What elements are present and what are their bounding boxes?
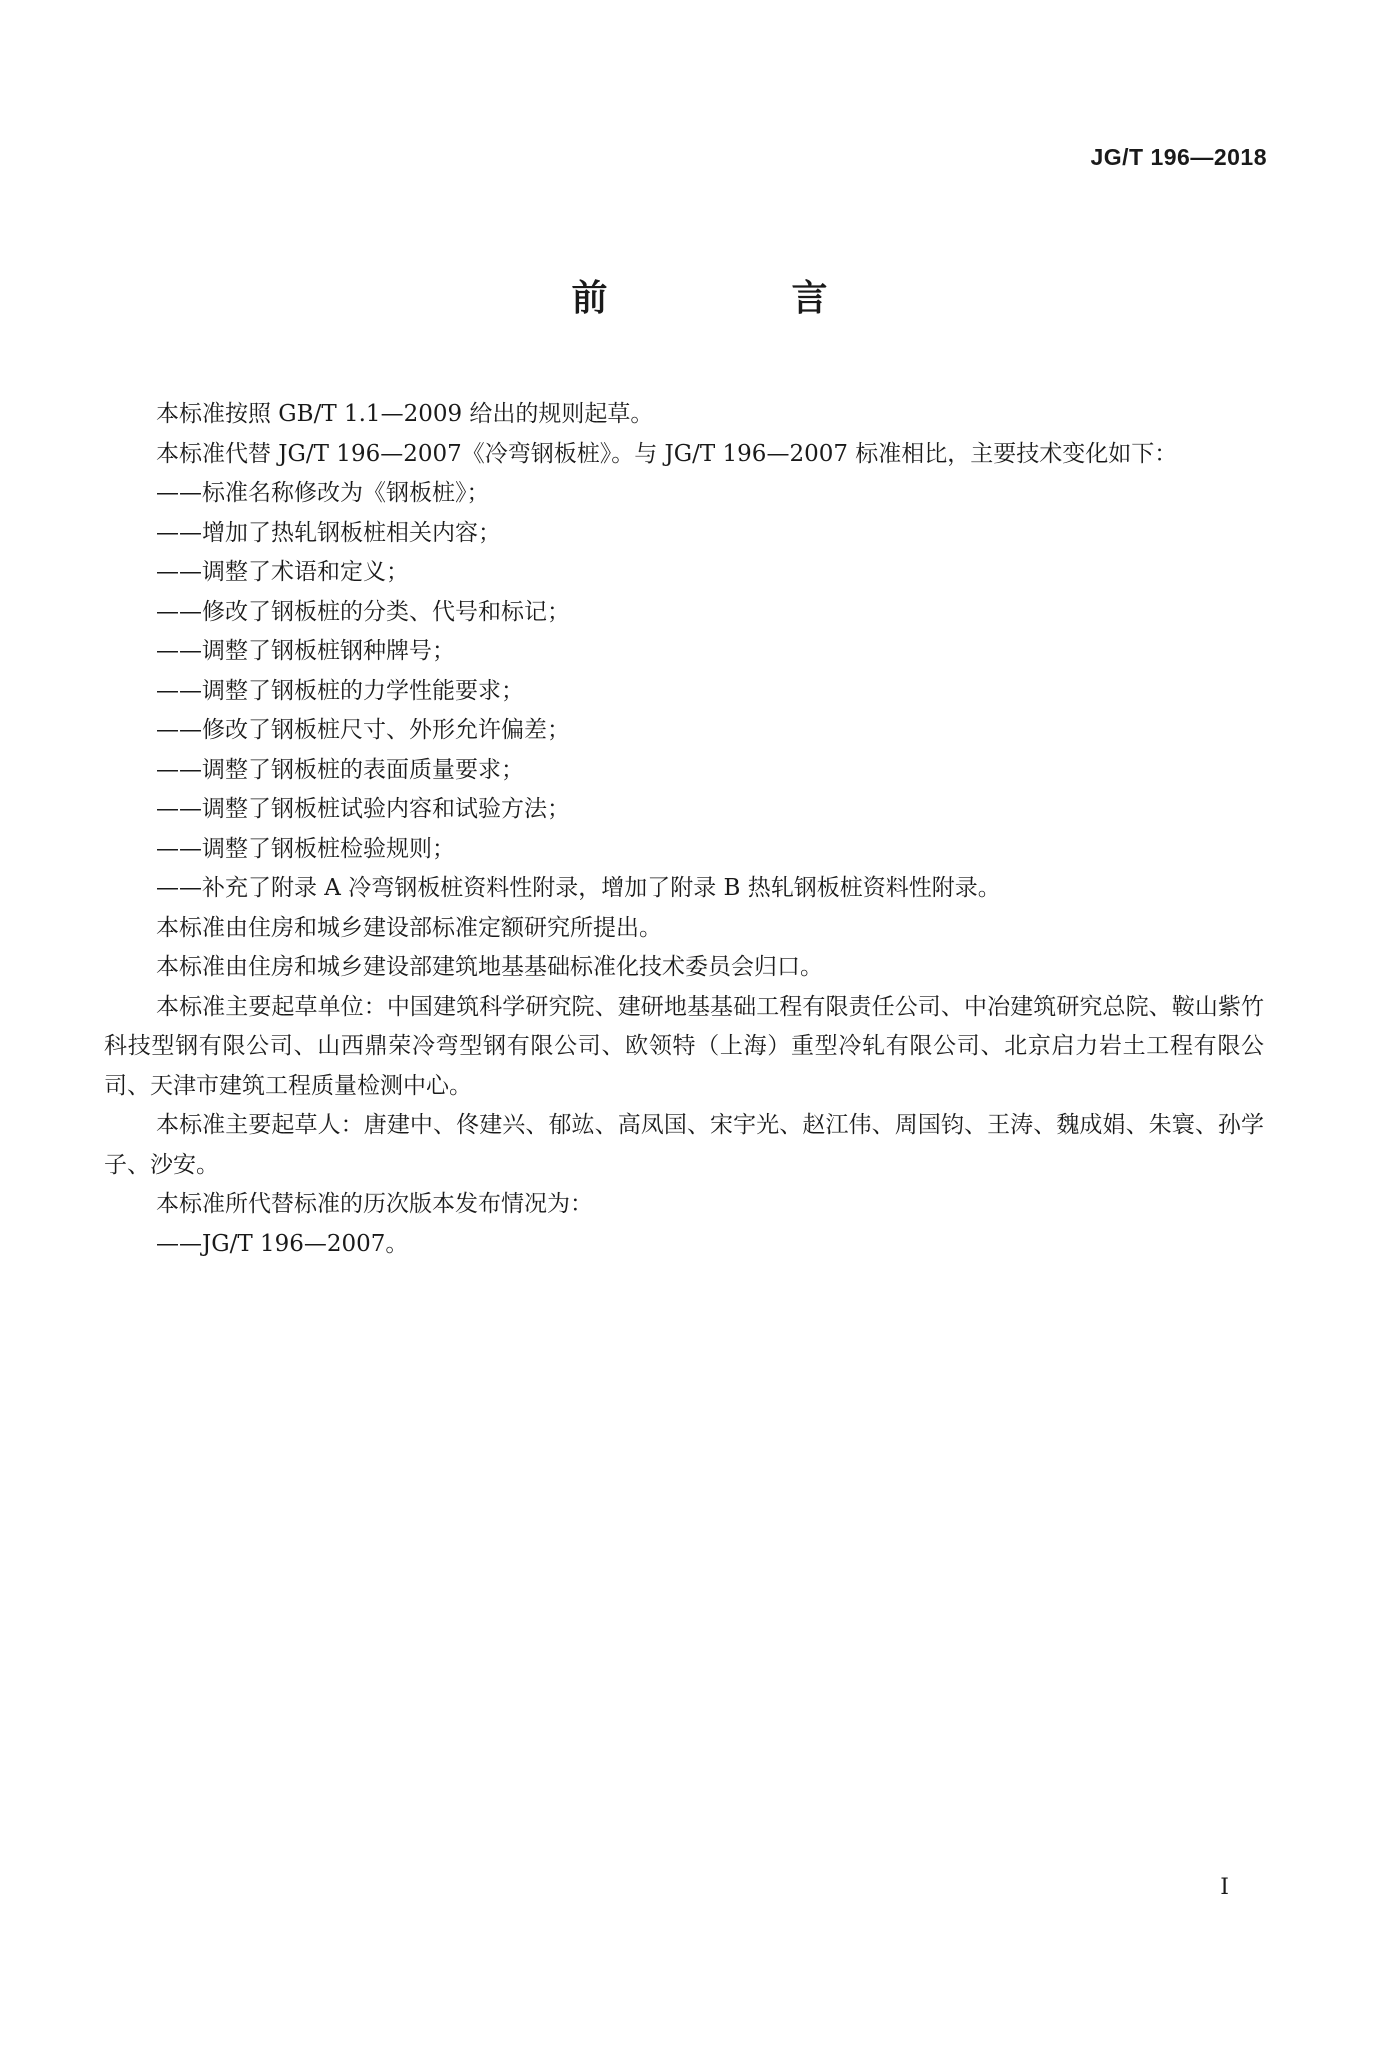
change-item: ——调整了钢板桩钢种牌号；: [156, 638, 455, 664]
paragraph-history-intro: 本标准所代替标准的历次版本发布情况为：: [156, 1191, 593, 1217]
change-item: ——标准名称修改为《钢板桩》；: [156, 480, 490, 506]
page-number: I: [1220, 1875, 1229, 1900]
paragraph-proposed-by: 本标准由住房和城乡建设部标准定额研究所提出。: [156, 914, 662, 941]
change-item: ——增加了热轧钢板桩相关内容；: [156, 519, 501, 546]
change-item: ——修改了钢板桩的分类、代号和标记；: [156, 598, 570, 625]
paragraph-drafting-units: 本标准主要起草单位：中国建筑科学研究院、建研地基基础工程有限责任公司、中冶建筑研究总院、鞍山紫竹科技型钢有限公司、山西鼎荣冷弯型钢有限公司、欧领特（上海）重型冷轧有限公司、北京启力岩土工程有限公司、天津市建筑工程质量检测中心。: [104, 993, 1264, 1099]
foreword-body: [104, 395, 1264, 1264]
paragraph-administered-by: 本标准由住房和城乡建设部建筑地基基础标准化技术委员会归口。: [156, 954, 823, 980]
paragraph-drafting-rules: 本标准按照 GB/T 1.1—2009 给出的规则起草。: [156, 401, 654, 427]
change-item: ——修改了钢板桩尺寸、外形允许偏差；: [156, 717, 570, 743]
change-item: ——调整了钢板桩检验规则；: [156, 835, 455, 862]
change-item: ——补充了附录 A 冷弯钢板桩资料性附录，增加了附录 B 热轧钢板桩资料性附录。: [156, 875, 1001, 901]
history-item: ——JG/T 196—2007。: [156, 1230, 409, 1257]
paragraph-drafters: 本标准主要起草人：唐建中、佟建兴、郁竑、高凤国、宋宇光、赵江伟、周国钧、王涛、魏成娟、朱寰、孙学子、沙安。: [104, 1112, 1264, 1178]
page-title: 前 言: [571, 278, 902, 319]
change-item: ——调整了钢板桩试验内容和试验方法；: [156, 796, 570, 822]
standard-code: JG/T 196—2018: [1090, 144, 1267, 170]
paragraph-replacement: 本标准代替 JG/T 196—2007《冷弯钢板桩》。与 JG/T 196—2007 标准相比，主要技术变化如下：: [156, 440, 1178, 467]
change-item: ——调整了钢板桩的表面质量要求；: [156, 756, 524, 783]
change-item: ——调整了术语和定义；: [156, 559, 409, 585]
change-item: ——调整了钢板桩的力学性能要求；: [156, 677, 524, 704]
